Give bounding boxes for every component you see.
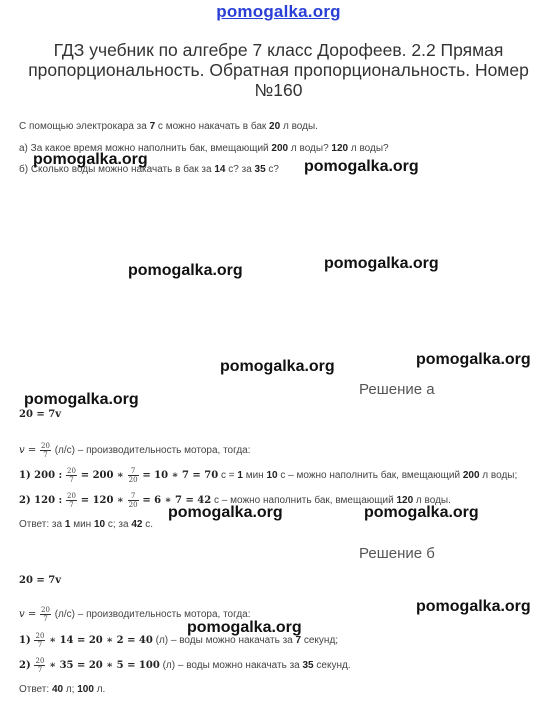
watermark: pomogalka.org — [324, 255, 439, 272]
page-title: ГДЗ учебник по алгебре 7 класс Дорофеев. 2.2 Прямая пропорциональность. Обратная пропорциональность. Номер №160 — [28, 40, 529, 100]
problem-intro: С помощью электрокара за 7 с можно накачать в бак 20 л воды. — [19, 121, 318, 132]
solution-b-productivity: v = $\frac{20}{7}$ (л/с) – производительность мотора, тогда: — [19, 606, 251, 623]
solution-b-step-2: 2) $\frac{20}{7}$ ∗ 35 = 20 ∗ 5 = 100 (л) – воды можно накачать за 35 секунд. — [19, 657, 351, 674]
watermark: pomogalka.org — [220, 358, 335, 375]
watermark: pomogalka.org — [416, 598, 531, 615]
watermark: pomogalka.org — [128, 262, 243, 279]
solution-b-equation: 20 = 7v — [19, 575, 62, 586]
solution-a-step-2: 2) 120 : $\frac{20}{7}$ = 120 ∗ $\frac{7}{20}$ = 6 ∗ 7 = 42 с – можно наполнить бак, вмещающий 120 л воды. — [19, 492, 451, 509]
solution-b-answer: Ответ: 40 л; 100 л. — [19, 684, 106, 695]
watermark: pomogalka.org — [168, 504, 283, 521]
solution-b-step-1: 1) $\frac{20}{7}$ ∗ 14 = 20 ∗ 2 = 40 (л) – воды можно накачать за 7 секунд; — [19, 632, 339, 649]
watermark: pomogalka.org — [24, 391, 139, 408]
problem-question-a: а) За какое время можно наполнить бак, вмещающий 200 л воды? 120 л воды? — [19, 143, 389, 154]
solution-a-answer: Ответ: за 1 мин 10 с; за 42 с. — [19, 519, 154, 530]
solution-a-heading: Решение а — [359, 381, 435, 398]
watermark: pomogalka.org — [33, 151, 148, 168]
watermark: pomogalka.org — [364, 504, 479, 521]
watermark: pomogalka.org — [304, 158, 419, 175]
solution-a-equation: 20 = 7v — [19, 409, 62, 420]
watermark: pomogalka.org — [187, 619, 302, 636]
problem-question-b: б) Сколько воды можно накачать в бак за 14 с? за 35 с? — [19, 164, 279, 175]
site-header-link[interactable]: pomogalka.org — [216, 2, 341, 21]
solution-a-step-1: 1) 200 : $\frac{20}{7}$ = 200 ∗ $\frac{7}{20}$ = 10 ∗ 7 = 70 с = 1 мин 10 с – можно наполнить бак, вмещающий 200 л воды; — [19, 467, 518, 484]
watermark: pomogalka.org — [416, 351, 531, 368]
solution-a-productivity: v = $\frac{20}{7}$ (л/с) – производительность мотора, тогда: — [19, 442, 251, 459]
solution-b-heading: Решение б — [359, 545, 435, 562]
